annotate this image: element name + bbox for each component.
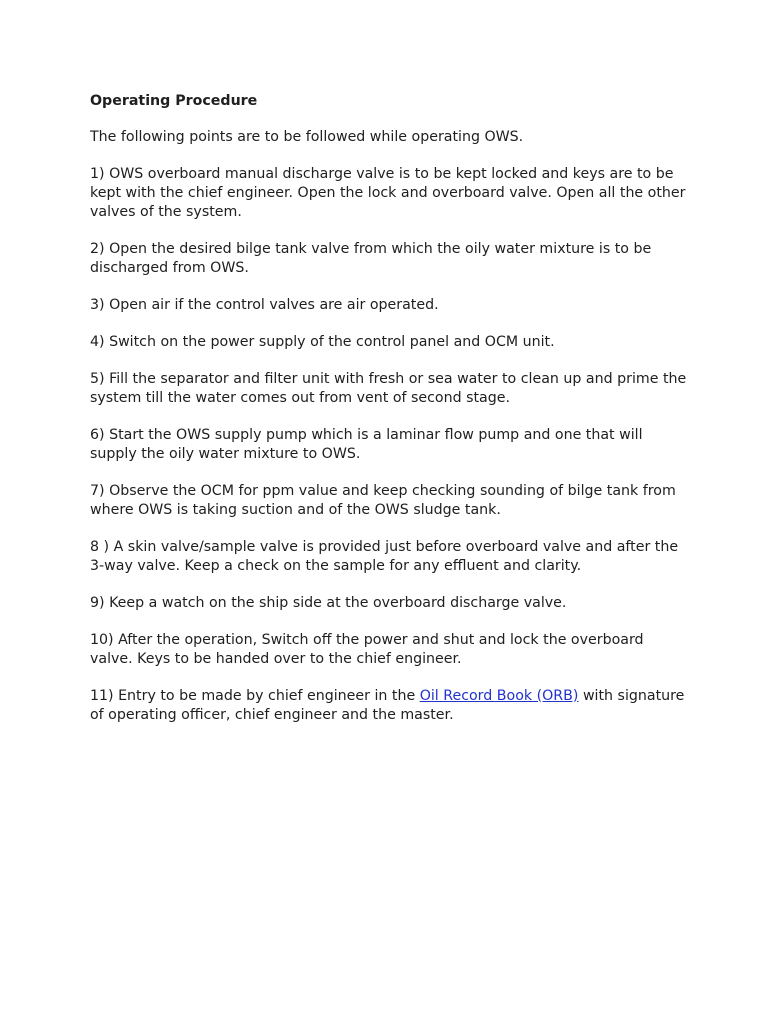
step-1: 1) OWS overboard manual discharge valve is to be kept locked and keys are to be kept with the chief engineer. Open the lock and overboard valve. Open all the other valves of the system. — [90, 166, 686, 220]
step-3: 3) Open air if the control valves are air operated. — [90, 297, 439, 313]
step-7: 7) Observe the OCM for ppm value and keep checking sounding of bilge tank from where OWS is taking suction and of the OWS sludge tank. — [90, 483, 676, 518]
step-6: 6) Start the OWS supply pump which is a laminar flow pump and one that will supply the oily water mixture to OWS. — [90, 427, 643, 462]
step-10: 10) After the operation, Switch off the power and shut and lock the overboard valve. Keys to be handed over to the chief engineer. — [90, 632, 644, 667]
step-5: 5) Fill the separator and filter unit with fresh or sea water to clean up and prime the system till the water comes out from vent of second stage. — [90, 371, 687, 406]
document-title: Operating Procedure — [90, 93, 258, 109]
step-11 — [90, 687, 690, 725]
step-11-text-after: with signature of operating officer, chief engineer and the master. — [90, 688, 685, 723]
document-body — [90, 92, 690, 743]
oil-record-book-link[interactable]: Oil Record Book (ORB) — [419, 688, 579, 704]
step-2: 2) Open the desired bilge tank valve from which the oily water mixture is to be discharged from OWS. — [90, 241, 652, 276]
step-11-text-before: 11) Entry to be made by chief engineer in the — [90, 688, 420, 704]
step-4: 4) Switch on the power supply of the control panel and OCM unit. — [90, 334, 555, 350]
step-9: 9) Keep a watch on the ship side at the overboard discharge valve. — [90, 595, 567, 611]
intro-paragraph: The following points are to be followed while operating OWS. — [90, 129, 524, 145]
step-8: 8 ) A skin valve/sample valve is provided just before overboard valve and after the 3-way valve. Keep a check on the sample for any effluent and clarity. — [90, 539, 679, 574]
